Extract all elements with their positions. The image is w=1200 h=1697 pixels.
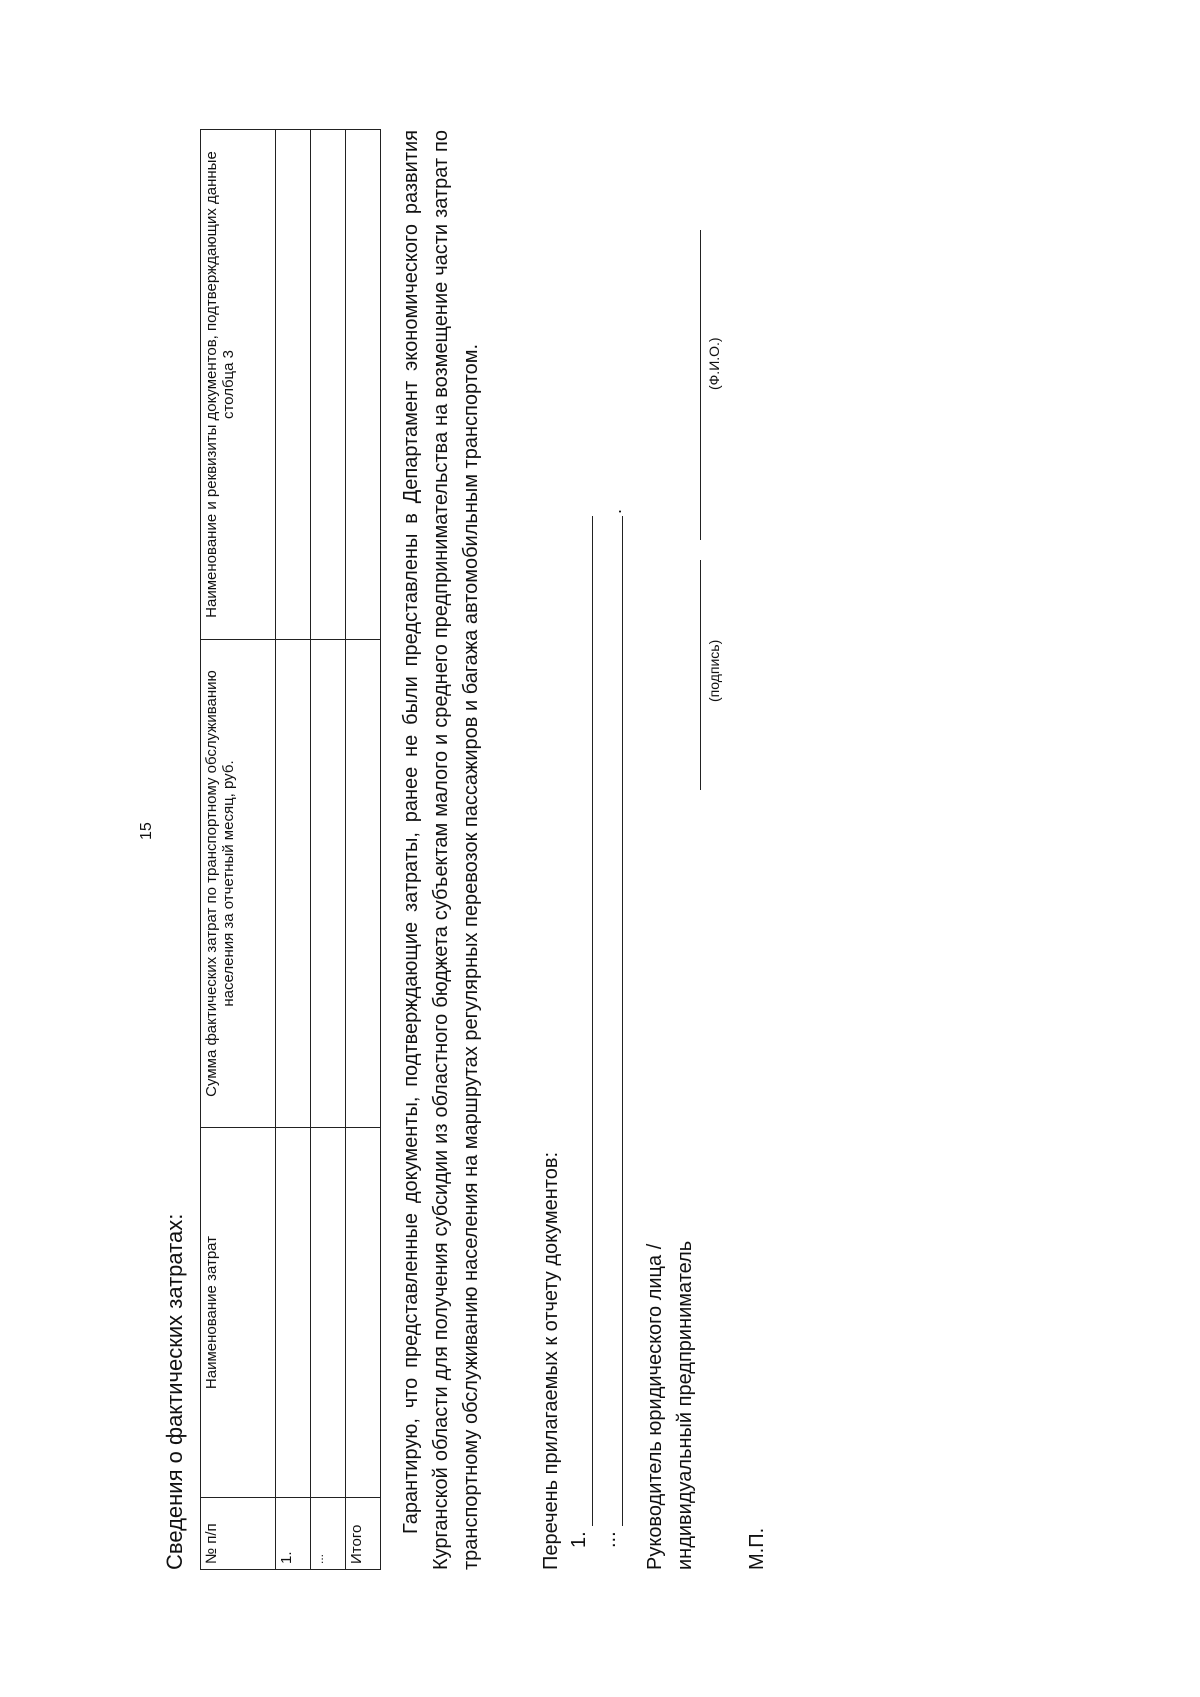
- table-title: Сведения о фактических затратах:: [162, 1213, 187, 1570]
- signature-line: [700, 560, 701, 790]
- row-documents: [311, 130, 346, 640]
- signature-caption: (подпись): [706, 639, 722, 702]
- stamp-label: М.П.: [746, 1527, 768, 1570]
- guarantee-paragraph: Гарантирую, что представленные документы, подтверждающие затраты, ранее не были представлены в Департамент экономического развития Курганской области для получения субсидии из областного бюджета субъектам малого и среднего предпринимательства на возмещение части затрат по транспортному обслуживанию населения на маршрутах регулярных перевозок пассажиров и багажа автомобильным транспортом.: [400, 130, 482, 1570]
- row-cost-name: [311, 1128, 346, 1498]
- document-sheet: [138, 100, 840, 1570]
- total-label: Итого: [346, 1498, 381, 1570]
- head-label-line: индивидуальный предприниматель: [674, 1240, 696, 1570]
- table-row: [311, 130, 346, 1570]
- row-number: ...: [311, 1498, 346, 1570]
- row-cost-name: [276, 1128, 311, 1498]
- row-documents: [276, 130, 311, 640]
- total-documents: [346, 130, 381, 640]
- header-cost-sum: Сумма фактических затрат по транспортному обслуживанию населения за отчетный месяц, руб.: [201, 640, 276, 1128]
- attachment-item-number: 1.: [568, 1531, 590, 1548]
- table-header-row: [201, 130, 276, 1570]
- total-cost-name: [346, 1128, 381, 1498]
- header-number: № п/п: [201, 1498, 276, 1570]
- attachment-fill-line: [622, 516, 623, 1526]
- full-name-line: [700, 230, 701, 540]
- header-cost-name: Наименование затрат: [201, 1128, 276, 1498]
- row-cost-sum: [311, 640, 346, 1128]
- table-total-row: [346, 130, 381, 1570]
- attachments-heading: Перечень прилагаемых к отчету документов:: [540, 1151, 562, 1570]
- page-number: 15: [138, 822, 155, 840]
- attachments-end-mark: .: [605, 508, 625, 514]
- head-label: [640, 1241, 700, 1570]
- attachment-item-ellipsis: ...: [598, 1531, 620, 1548]
- header-documents: Наименование и реквизиты документов, подтверждающих данные столбца 3: [201, 130, 276, 640]
- row-number: 1.: [276, 1498, 311, 1570]
- row-cost-sum: [276, 640, 311, 1128]
- full-name-caption: (Ф.И.О.): [706, 337, 722, 390]
- attachment-fill-line: [592, 516, 593, 1526]
- costs-table: [200, 129, 381, 1570]
- head-label-line: Руководитель юридического лица /: [644, 1243, 666, 1570]
- table-row: [276, 130, 311, 1570]
- total-cost-sum: [346, 640, 381, 1128]
